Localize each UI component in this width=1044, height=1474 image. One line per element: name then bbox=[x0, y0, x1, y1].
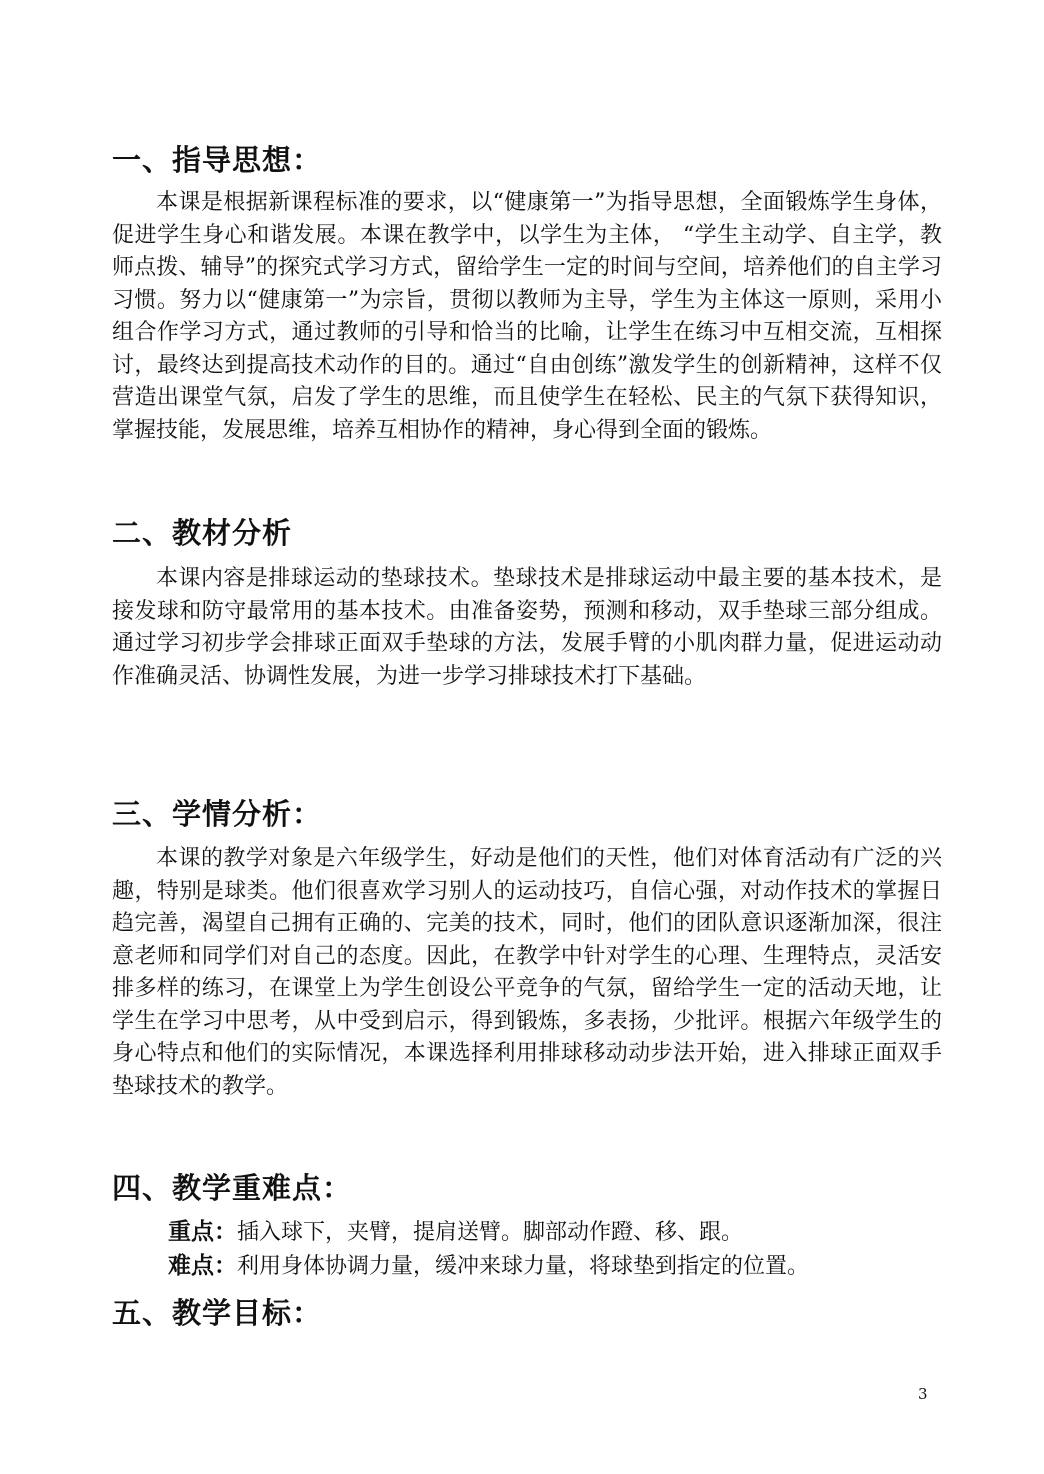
difficult-point-separator: ： bbox=[214, 1253, 237, 1279]
key-point-label: 重点 bbox=[168, 1219, 214, 1245]
section-heading-guiding-ideology: 一、指导思想： bbox=[112, 143, 323, 177]
section-heading-material-analysis: 二、教材分析 bbox=[112, 516, 293, 550]
key-point-separator: ： bbox=[214, 1219, 237, 1245]
section-heading-teaching-goals: 五、教学目标： bbox=[112, 1296, 323, 1330]
key-point-text: 插入球下，夹臂，提肩送臂。脚部动作蹬、移、跟。 bbox=[237, 1220, 744, 1245]
section-paragraph-material-analysis: 本课内容是排球运动的垫球技术。垫球技术是排球运动中最主要的基本技术，是接发球和防守最常用的基本技术。由准备姿势，预测和移动，双手垫球三部分组成。通过学习初步学会排球正面双手垫球的方法，发展手臂的小肌肉群力量，促进运动动作准确灵活、协调性发展，为进一步学习排球技术打下基础。 bbox=[112, 566, 942, 689]
section-paragraph-guiding-ideology: 本课是根据新课程标准的要求，以“健康第一”为指导思想，全面锻炼学生身体，促进学生身心和谐发展。本课在教学中，以学生为主体， “学生主动学、自主学，教师点拨、辅导”的探究式学习方式，留给学生一定的时间与空间，培养他们的自主学习习惯。努力以“健康第一”为宗旨，贯彻以教师为主导，学生为主体这一原则，采用小组合作学习方式，通过教师的引导和恰当的比喻，让学生在练习中互相交流，互相探讨，最终达到提高技术动作的目的。通过“自由创练”激发学生的创新精神，这样不仅营造出课堂气氛，启发了学生的思维，而且使学生在轻松、民主的气氛下获得知识，掌握技能，发展思维，培养互相协作的精神，身心得到全面的锻炼。 bbox=[112, 190, 942, 443]
difficult-point-label: 难点 bbox=[168, 1253, 214, 1279]
section-heading-student-analysis: 三、学情分析： bbox=[112, 797, 323, 831]
page-number: 3 bbox=[918, 1385, 928, 1403]
key-point-item bbox=[168, 1216, 743, 1249]
difficult-point-text: 利用身体协调力量，缓冲来球力量，将球垫到指定的位置。 bbox=[237, 1254, 810, 1279]
section-paragraph-student-analysis: 本课的教学对象是六年级学生，好动是他们的天性，他们对体育活动有广泛的兴趣，特别是球类。他们很喜欢学习别人的运动技巧，自信心强，对动作技术的掌握日趋完善，渴望自己拥有正确的、完美的技术，同时，他们的团队意识逐渐加深，很注意老师和同学们对自己的态度。因此，在教学中针对学生的心理、生理特点，灵活安排多样的练习，在课堂上为学生创设公平竞争的气氛，留给学生一定的活动天地，让学生在学习中思考，从中受到启示，得到锻炼，多表扬，少批评。根据六年级学生的身心特点和他们的实际情况，本课选择利用排球移动动步法开始，进入排球正面双手垫球技术的教学。 bbox=[112, 846, 942, 1099]
difficult-point-item bbox=[168, 1250, 809, 1283]
section-heading-key-difficult-points: 四、教学重难点： bbox=[112, 1171, 353, 1205]
